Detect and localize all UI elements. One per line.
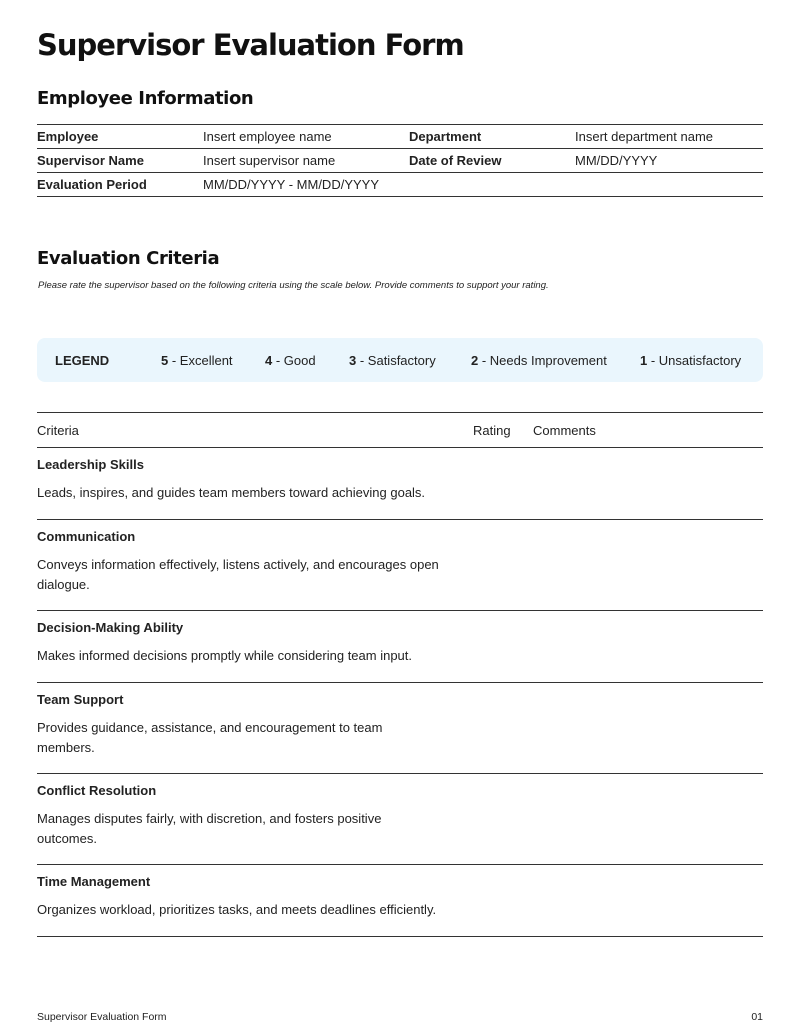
legend-title: LEGEND [55, 353, 110, 368]
legend-number: 4 [265, 353, 273, 368]
department-field[interactable]: Insert department name [575, 129, 714, 144]
review-date-field[interactable]: MM/DD/YYYY [575, 153, 658, 168]
comments-column-header: Comments [533, 423, 596, 438]
legend-item [471, 353, 607, 368]
criteria-table-header [37, 412, 763, 448]
criteria-description: Organizes workload, prioritizes tasks, and meets deadlines efficiently. [37, 902, 437, 917]
legend-item [349, 353, 436, 368]
evaluation-period-field[interactable]: MM/DD/YYYY - MM/DD/YYYY [203, 177, 380, 192]
legend-label: - Excellent [168, 353, 233, 368]
legend-number: 2 [471, 353, 479, 368]
criteria-row[interactable] [37, 611, 763, 683]
page-title: Supervisor Evaluation Form [37, 28, 464, 62]
criteria-name: Decision-Making Ability [37, 620, 184, 635]
criteria-description: Provides guidance, assistance, and encouragement to team members. [37, 720, 383, 755]
info-label: Evaluation Period [37, 177, 147, 192]
legend-item [161, 353, 233, 368]
criteria-name: Team Support [37, 692, 124, 707]
criteria-name: Time Management [37, 874, 151, 889]
legend-number: 1 [640, 353, 648, 368]
criteria-description: Manages disputes fairly, with discretion, and fosters positive outcomes. [37, 811, 382, 846]
criteria-description: Conveys information effectively, listens actively, and encourages open dialogue. [37, 557, 439, 592]
criteria-name: Communication [37, 529, 136, 544]
legend-item [640, 353, 741, 368]
employee-info-heading: Employee Information [37, 88, 254, 109]
employee-name-field[interactable]: Insert employee name [203, 129, 332, 144]
info-row [37, 173, 763, 197]
rating-legend [37, 338, 763, 382]
legend-label: - Needs Improvement [478, 353, 607, 368]
criteria-row[interactable] [37, 865, 763, 937]
footer-title: Supervisor Evaluation Form [37, 1011, 167, 1023]
info-row [37, 125, 763, 149]
evaluation-criteria-heading: Evaluation Criteria [37, 248, 220, 269]
legend-item [265, 353, 316, 368]
legend-label: - Satisfactory [356, 353, 436, 368]
instructions-text: Please rate the supervisor based on the following criteria using the scale below. Provide comments to support your rating. [38, 280, 549, 291]
criteria-name: Leadership Skills [37, 457, 144, 472]
criteria-row[interactable] [37, 520, 763, 611]
info-label: Employee [37, 129, 99, 144]
rating-column-header: Rating [473, 423, 511, 438]
criteria-row[interactable] [37, 448, 763, 520]
supervisor-name-field[interactable]: Insert supervisor name [203, 153, 336, 168]
criteria-row[interactable] [37, 774, 763, 865]
criteria-description: Leads, inspires, and guides team members toward achieving goals. [37, 485, 426, 500]
criteria-row[interactable] [37, 683, 763, 774]
page-number: 01 [751, 1011, 763, 1023]
info-label: Department [409, 129, 482, 144]
info-label: Date of Review [409, 153, 502, 168]
legend-label: - Good [272, 353, 316, 368]
info-label: Supervisor Name [37, 153, 144, 168]
legend-label: - Unsatisfactory [647, 353, 742, 368]
criteria-name: Conflict Resolution [37, 783, 157, 798]
criteria-column-header: Criteria [37, 423, 79, 438]
employee-info-table [37, 124, 763, 197]
info-row [37, 149, 763, 173]
legend-number: 5 [161, 353, 169, 368]
legend-number: 3 [349, 353, 357, 368]
criteria-description: Makes informed decisions promptly while considering team input. [37, 648, 413, 663]
